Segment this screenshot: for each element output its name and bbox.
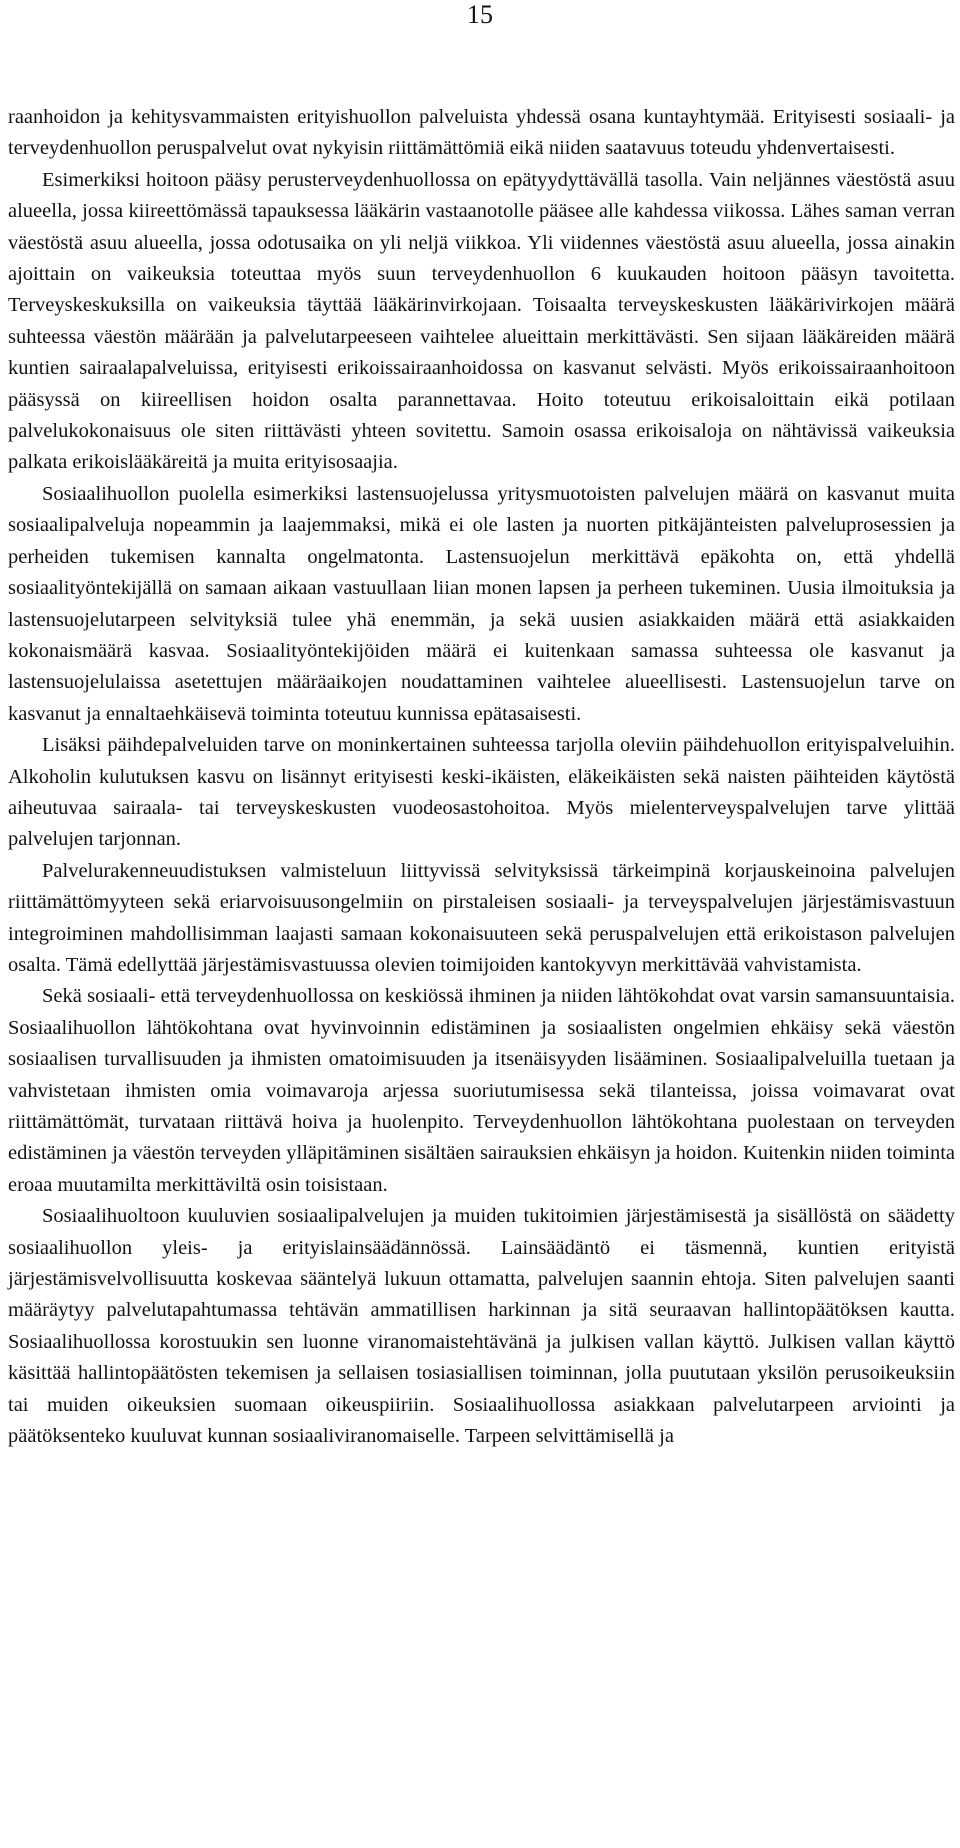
paragraph-6: Sekä sosiaali- että terveydenhuollossa on keskiössä ihminen ja niiden lähtökohdat ovat varsin samansuuntaisia. Sosiaalihuollon lähtökohtana ovat hyvinvoinnin edistäminen ja sosiaalisten ongelmien ehkäisy sekä väestön sosiaalisen turvallisuuden ja ihmisten omatoimisuuden ja itsenäisyyden lisääminen. Sosiaalipalveluilla tuetaan ja vahvistetaan ihmisten omia voimavaroja arjessa suoriutumisessa sekä tilanteissa, joissa voimavarat ovat riittämättömät, turvataan riittävä hoiva ja huolenpito. Terveydenhuollon lähtökohtana puolestaan on terveyden edistäminen ja väestön terveyden ylläpitäminen sisältäen sairauksien ehkäisyn ja hoidon. Kuitenkin niiden toiminta eroaa muutamilta merkittäviltä osin toisistaan. [8, 985, 955, 1196]
paragraph-5: Palvelurakenneuudistuksen valmisteluun liittyvissä selvityksissä tärkeimpinä korjauskeinoina palvelujen riittämättömyyteen sekä eriarvoisuusongelmiin on pirstaleisen sosiaali- ja terveyspalvelujen järjestämisvastuun integroiminen mahdollisimman laajasti samaan kokonaisuuteen sekä peruspalvelujen että erikoistason palvelujen osalta. Tämä edellyttää järjestämisvastuussa olevien toimijoiden kantokyvyn merkittävää vahvistamista. [8, 859, 955, 976]
paragraph-3: Sosiaalihuollon puolella esimerkiksi lastensuojelussa yritysmuotoisten palvelujen määrä on kasvanut muita sosiaalipalveluja nopeammin ja laajemmaksi, mikä ei ole lasten ja nuorten pitkäjänteisten palveluprosessien ja perheiden tukemisen kannalta ongelmatonta. Lastensuojelun merkittävä epäkohta on, että yhdellä sosiaalityöntekijällä on samaan aikaan vastuullaan liian monen lapsen ja perheen tukeminen. Uusia ilmoituksia ja lastensuojelutarpeen selvityksiä tulee yhä enemmän, ja sekä uusien asiakkaiden määrä että asiakkaiden kokonaismäärä kasvaa. Sosiaalityöntekijöiden määrä ei kuitenkaan samassa suhteessa ole kasvanut ja lastensuojelulaissa asetettujen määräaikojen noudattaminen vaihtelee alueellisesti. Lastensuojelun tarve on kasvanut ja ennaltaehkäisevä toiminta toteutuu kunnissa epätasaisesti. [8, 482, 955, 725]
paragraph-1: raanhoidon ja kehitysvammaisten erityishuollon palveluista yhdessä osana kuntayhtymää. Erityisesti sosiaali- ja terveydenhuollon peruspalvelut ovat nykyisin riittämättömiä eikä niiden saatavuus toteudu yhdenvertaisesti. [8, 106, 955, 160]
paragraph-7: Sosiaalihuoltoon kuuluvien sosiaalipalvelujen ja muiden tukitoimien järjestämisestä ja sisällöstä on säädetty sosiaalihuollon yleis- ja erityislainsäädännössä. Lainsäädäntö ei täsmennä, kuntien erityistä järjestämisvelvollisuutta koskevaa sääntelyä lukuun ottamatta, palvelujen saannin ehtoja. Siten palvelujen saanti määräytyy palvelutapahtumassa tehtävän ammatillisen harkinnan ja sitä seuraavan hallintopäätöksen kautta. Sosiaalihuollossa korostuukin sen luonne viranomaistehtävänä ja julkisen vallan käyttö. Julkisen vallan käyttö käsittää hallintopäätösten tekemisen ja sellaisen tosiasiallisen toiminnan, jolla puututaan yksilön perusoikeuksiin tai muiden oikeuksien suomaan oikeuspiiriin. Sosiaalihuollossa asiakkaan palvelutarpeen arviointi ja päätöksenteko kuuluvat kunnan sosiaaliviranomaiselle. Tarpeen selvittämisellä ja [8, 1205, 955, 1448]
page-number: 15 [467, 0, 493, 29]
paragraph-2: Esimerkiksi hoitoon pääsy perusterveydenhuollossa on epätyydyttävällä tasolla. Vain neljännes väestöstä asuu alueella, jossa kiireettömässä tapauksessa lääkärin vastaanotolle pääsee alle kahdessa viikossa. Lähes saman verran väestöstä asuu alueella, jossa odotusaika on yli neljä viikkoa. Yli viidennes väestöstä asuu alueella, jossa ainakin ajoittain on vaikeuksia toteuttaa myös suun terveydenhuollon 6 kuukauden hoitoon pääsyn tavoitetta. Terveyskeskuksilla on vaikeuksia täyttää lääkärinvirkojaan. Toisaalta terveyskeskusten lääkärivirkojen määrä suhteessa väestön määrään ja palvelutarpeeseen vaihtelee alueittain merkittävästi. Sen sijaan lääkäreiden määrä kuntien sairaalapalveluissa, erityisesti erikoissairaanhoidossa on kasvanut selvästi. Myös erikoissairaanhoitoon pääsyssä on kiireellisen hoidon osalta parannettavaa. Hoito toteutuu erikoisaloittain eikä potilaan palvelukokonaisuus ole siten riittävästi yhteen sovitettu. Samoin osassa erikoisaloja on nähtävissä vaikeuksia palkata erikoislääkäreitä ja muita erityisosaajia. [8, 168, 955, 474]
document-body [8, 102, 955, 1452]
paragraph-4: Lisäksi päihdepalveluiden tarve on moninkertainen suhteessa tarjolla oleviin päihdehuollon erityispalveluihin. Alkoholin kulutuksen kasvu on lisännyt erityisesti keski-ikäisten, eläkeikäisten sekä naisten päihteiden käytöstä aiheutuvaa sairaala- tai terveyskeskusten vuodeosastohoitoa. Myös mielenterveyspalvelujen tarve ylittää palvelujen tarjonnan. [8, 734, 955, 851]
